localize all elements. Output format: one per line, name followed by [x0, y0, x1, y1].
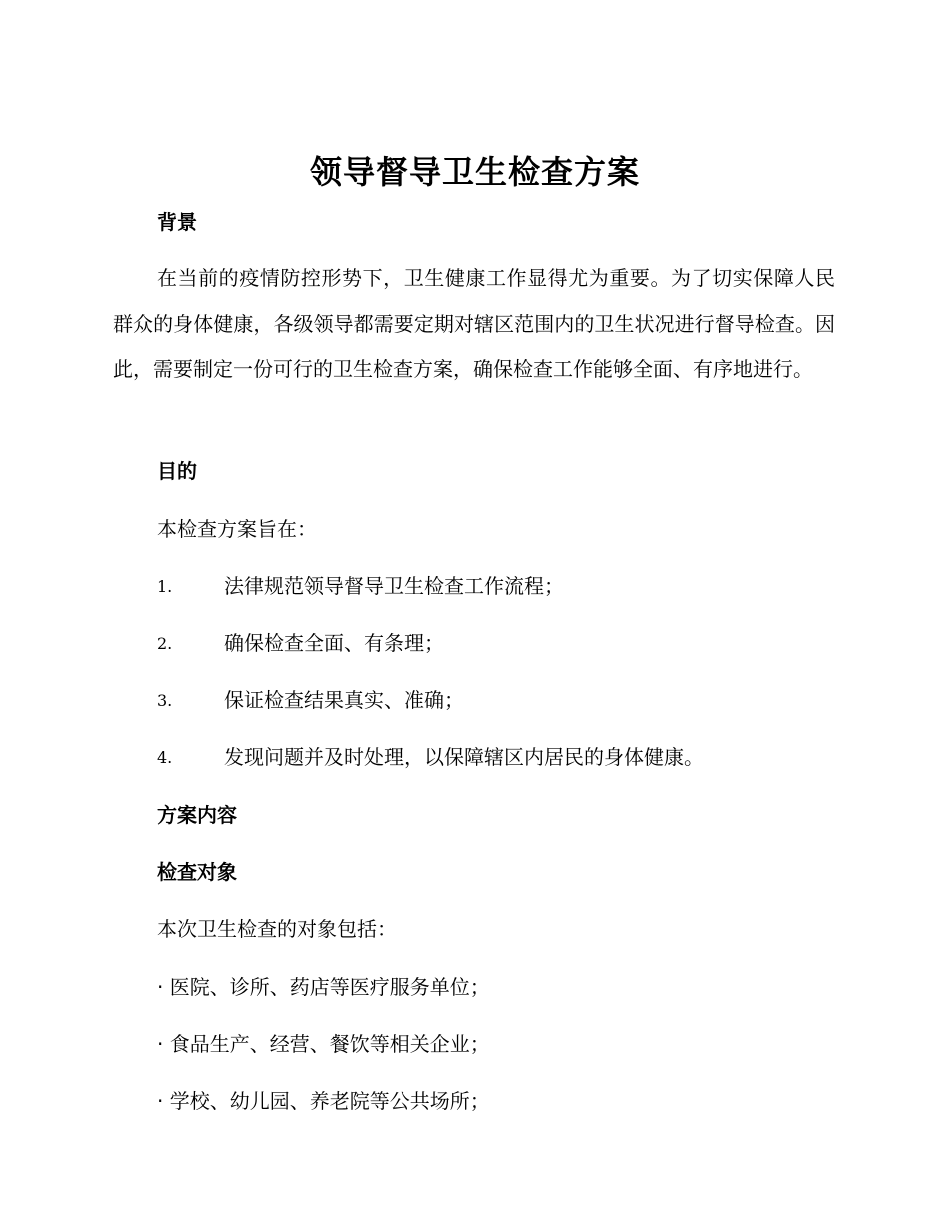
- section-heading-purpose: 目的: [157, 459, 197, 483]
- subheading-inspection-targets: 检查对象: [157, 860, 237, 884]
- list-item-number: 2.: [157, 634, 173, 653]
- section-heading-plan: 方案内容: [157, 803, 237, 827]
- list-item-number: 4.: [157, 748, 173, 767]
- list-item-text: 法律规范领导督导卫生检查工作流程；: [224, 574, 564, 598]
- list-item-number: 3.: [157, 691, 173, 710]
- list-item: · 学校、幼儿园、养老院等公共场所；: [157, 1089, 490, 1113]
- document-title: 领导督导卫生检查方案: [309, 153, 640, 191]
- section-heading-background: 背景: [157, 210, 197, 234]
- list-item-text: 保证检查结果真实、准确；: [224, 688, 464, 712]
- list-item: · 医院、诊所、药店等医疗服务单位；: [157, 975, 490, 999]
- list-item: · 食品生产、经营、餐饮等相关企业；: [157, 1032, 490, 1056]
- purpose-intro: 本检查方案旨在：: [157, 517, 317, 541]
- list-item-text: 确保检查全面、有条理；: [224, 631, 444, 655]
- background-paragraph: 在当前的疫情防控形势下，卫生健康工作显得尤为重要。为了切实保障人民群众的身体健康，各级领导都需要定期对辖区范围内的卫生状况进行督导检查。因此，需要制定一份可行的卫生检查方案，确保检查工作能够全面、有序地进行。: [113, 266, 835, 381]
- plan-intro: 本次卫生检查的对象包括：: [157, 917, 397, 941]
- list-item-text: 发现问题并及时处理，以保障辖区内居民的身体健康。: [224, 745, 704, 769]
- list-item-number: 1.: [157, 577, 173, 596]
